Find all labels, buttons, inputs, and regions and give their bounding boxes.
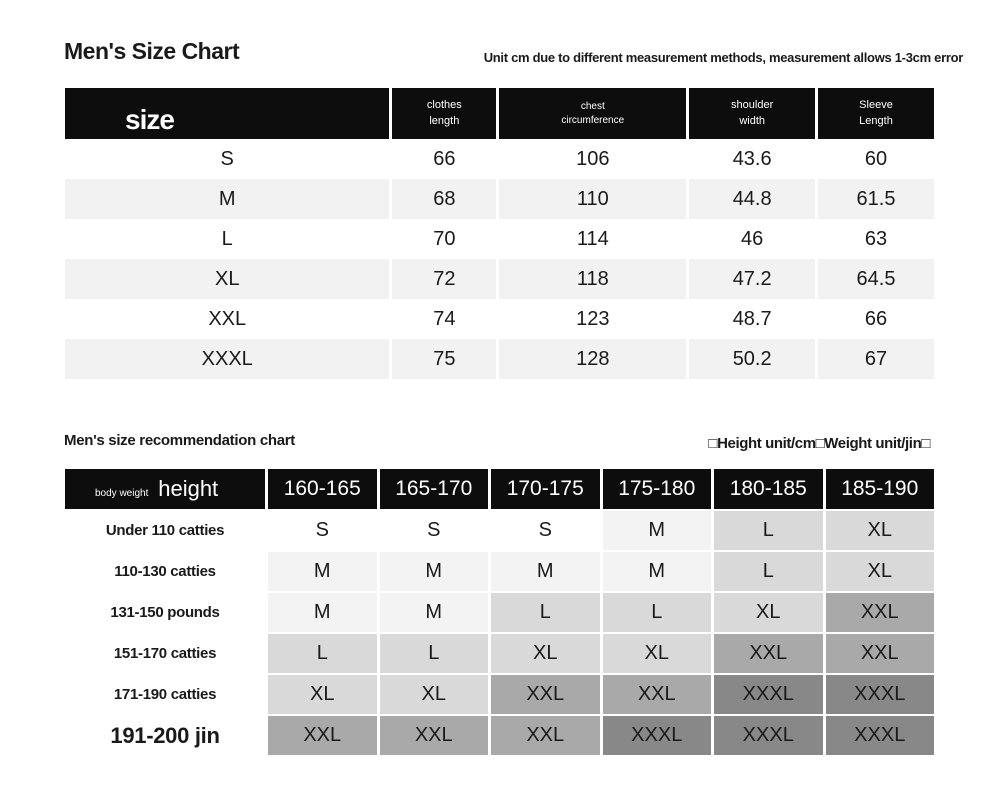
size-cell: XL xyxy=(268,675,377,714)
table-row xyxy=(65,179,934,219)
weight-label: 131-150 pounds xyxy=(65,593,265,632)
table-row xyxy=(65,675,934,714)
table-row xyxy=(65,511,934,550)
cell-shoulder: 50.2 xyxy=(689,339,815,379)
cell-chest: 118 xyxy=(499,259,686,299)
size-cell: XXXL xyxy=(826,675,935,714)
size-cell: L xyxy=(714,511,823,550)
size-chart-header-row xyxy=(65,88,934,139)
weight-label: Under 110 catties xyxy=(65,511,265,550)
corner-weight-label: body weight xyxy=(95,488,149,499)
size-cell: L xyxy=(491,593,600,632)
size-cell: L xyxy=(380,634,489,673)
cell-size: M xyxy=(65,179,389,219)
size-cell: XL xyxy=(826,511,935,550)
size-cell: XXXL xyxy=(826,716,935,755)
column-header-line: Sleeve xyxy=(859,99,893,112)
size-cell: XL xyxy=(714,593,823,632)
size-cell: XL xyxy=(603,634,712,673)
cell-clothes-length: 72 xyxy=(392,259,496,299)
table-row xyxy=(65,259,934,299)
table-row xyxy=(65,299,934,339)
size-chart-title: Men's Size Chart xyxy=(64,38,240,64)
weight-label: 110-130 catties xyxy=(65,552,265,591)
size-cell: M xyxy=(491,552,600,591)
column-header-line: length xyxy=(429,114,460,127)
size-cell: XXL xyxy=(826,634,935,673)
cell-sleeve: 67 xyxy=(818,339,934,379)
size-cell: XXL xyxy=(491,716,600,755)
cell-sleeve: 66 xyxy=(864,307,888,330)
cell-size: L xyxy=(221,227,233,250)
size-cell: M xyxy=(603,511,712,550)
recommendation-table xyxy=(62,467,937,757)
cell-clothes-length: 74 xyxy=(433,307,456,330)
cell-size: XL xyxy=(65,259,389,299)
recommendation-header-row xyxy=(65,469,934,509)
column-header-sleeve xyxy=(818,88,934,139)
recommendation-unit-note: □Height unit/cm□Weight unit/jin□ xyxy=(708,435,930,452)
cell-chest: 128 xyxy=(499,339,686,379)
weight-label: 171-190 catties xyxy=(65,675,265,714)
size-cell: XXL xyxy=(491,675,600,714)
size-cell: XL xyxy=(380,675,489,714)
weight-label: 151-170 catties xyxy=(65,634,265,673)
cell-clothes-length: 68 xyxy=(392,179,496,219)
table-row xyxy=(65,716,934,755)
size-cell: S xyxy=(380,511,489,550)
weight-label: 191-200 jin xyxy=(65,716,265,755)
cell-sleeve: 61.5 xyxy=(818,179,934,219)
cell-sleeve: 60 xyxy=(864,147,888,170)
column-header-line: circumference xyxy=(561,114,625,126)
height-header: 165-170 xyxy=(380,469,489,509)
column-header-size: size xyxy=(65,88,389,139)
table-row xyxy=(65,634,934,673)
cell-clothes-length: 70 xyxy=(433,227,456,250)
cell-shoulder: 48.7 xyxy=(732,307,772,330)
size-cell: XXXL xyxy=(714,675,823,714)
cell-sleeve: 63 xyxy=(864,227,888,250)
recommendation-body xyxy=(65,511,934,755)
table-row xyxy=(65,593,934,632)
cell-shoulder: 46 xyxy=(741,227,764,250)
table-row xyxy=(65,339,934,379)
table-row xyxy=(65,139,934,179)
size-cell: M xyxy=(268,552,377,591)
size-cell: M xyxy=(603,552,712,591)
size-chart-table xyxy=(62,88,937,379)
size-cell: XXL xyxy=(714,634,823,673)
size-cell: M xyxy=(380,552,489,591)
recommendation-title: Men's size recommendation chart xyxy=(64,432,296,449)
column-header-chest xyxy=(499,88,686,139)
size-cell: M xyxy=(268,593,377,632)
size-cell: L xyxy=(603,593,712,632)
size-chart-unit-note: Unit cm due to different measurement methods, measurement allows 1-3cm error xyxy=(483,50,963,65)
cell-chest: 110 xyxy=(499,179,686,219)
cell-size: S xyxy=(220,147,234,170)
size-cell: XL xyxy=(491,634,600,673)
cell-chest: 123 xyxy=(576,307,610,330)
column-header-line: clothes xyxy=(426,99,462,112)
size-cell: XXXL xyxy=(603,716,712,755)
cell-clothes-length: 66 xyxy=(433,147,456,170)
column-header-line: chest xyxy=(580,100,605,112)
size-cell: M xyxy=(380,593,489,632)
height-header: 170-175 xyxy=(491,469,600,509)
cell-shoulder: 43.6 xyxy=(732,147,772,170)
corner-height-label: height xyxy=(158,476,219,501)
corner-header xyxy=(65,469,265,509)
cell-clothes-length: 75 xyxy=(392,339,496,379)
height-header: 160-165 xyxy=(268,469,377,509)
size-cell: XXL xyxy=(826,593,935,632)
cell-chest: 114 xyxy=(576,227,609,250)
size-cell: XXL xyxy=(380,716,489,755)
column-header-line: shoulder xyxy=(731,99,774,112)
size-cell: S xyxy=(268,511,377,550)
column-header-shoulder xyxy=(689,88,815,139)
cell-sleeve: 64.5 xyxy=(818,259,934,299)
cell-shoulder: 47.2 xyxy=(689,259,815,299)
size-cell: XXL xyxy=(603,675,712,714)
height-header: 185-190 xyxy=(826,469,935,509)
cell-size: XXXL xyxy=(65,339,389,379)
size-cell: XL xyxy=(826,552,935,591)
table-row xyxy=(65,552,934,591)
size-cell: L xyxy=(714,552,823,591)
table-row xyxy=(65,219,934,259)
cell-shoulder: 44.8 xyxy=(689,179,815,219)
size-chart-body xyxy=(65,139,934,379)
column-header-line: Length xyxy=(859,114,893,127)
size-cell: L xyxy=(268,634,377,673)
height-header: 180-185 xyxy=(714,469,823,509)
column-header-clothes-length xyxy=(392,88,496,139)
size-cell: XXL xyxy=(268,716,377,755)
column-header-line: width xyxy=(739,114,765,127)
height-header: 175-180 xyxy=(603,469,712,509)
size-cell: XXXL xyxy=(714,716,823,755)
cell-size: XXL xyxy=(208,307,247,330)
cell-chest: 106 xyxy=(576,147,610,170)
size-cell: S xyxy=(491,511,600,550)
